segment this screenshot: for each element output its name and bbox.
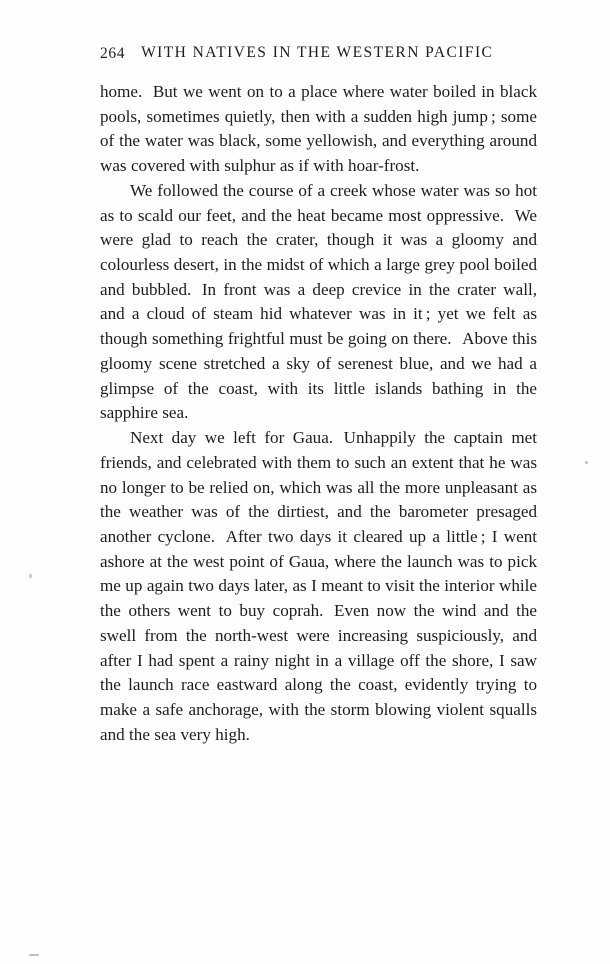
scan-mark-bottom-left [29,954,39,956]
running-head [100,44,535,66]
running-head-title: WITH NATIVES IN THE WESTERN PACIFIC [141,44,494,61]
paragraph: Next day we left for Gaua. Unhappily the captain met friends, and celebrated with them to such an extent that he was no longer to be relied on, which was all the more unpleasant as the weather was of the dirtiest, and the barometer presaged another cyclone. After two days it cleared up a little ; I went ashore at the west point of Gaua, where the launch was to pick me up again two days later, as I meant to visit the interior while the others went to buy coprah. Even now the wind and the swell from the north-west were increasing suspiciously, and after I had spent a rainy night in a village off the shore, I saw the launch race eastward along the coast, evidently trying to make a safe anchorage, with the storm blowing violent squalls and the sea very high. [100,428,537,744]
page-number: 264 [100,45,126,62]
body-text-column [100,80,537,747]
paragraph: We followed the course of a creek whose water was so hot as to scald our feet, and the heat became most oppressive. We were glad to reach the crater, though it was a gloomy and colourless desert, in the midst of which a large grey pool boiled and bubbled. In front was a deep crevice in the crater wall, and a cloud of steam hid whatever was in it ; yet we felt as though something frightful must be going on there. Above this gloomy scene stretched a sky of serenest blue, and we had a glimpse of the coast, with its little islands bathing in the sapphire sea. [100,180,537,423]
scan-speck-right-margin [585,461,588,464]
paragraph: home. But we went on to a place where water boiled in black pools, sometimes quietly, then with a sudden high jump ; some of the water was black, some yellowish, and everything around was covered with sulphur as if with hoar-frost. [100,82,537,176]
scan-speck-left-margin [29,574,32,578]
